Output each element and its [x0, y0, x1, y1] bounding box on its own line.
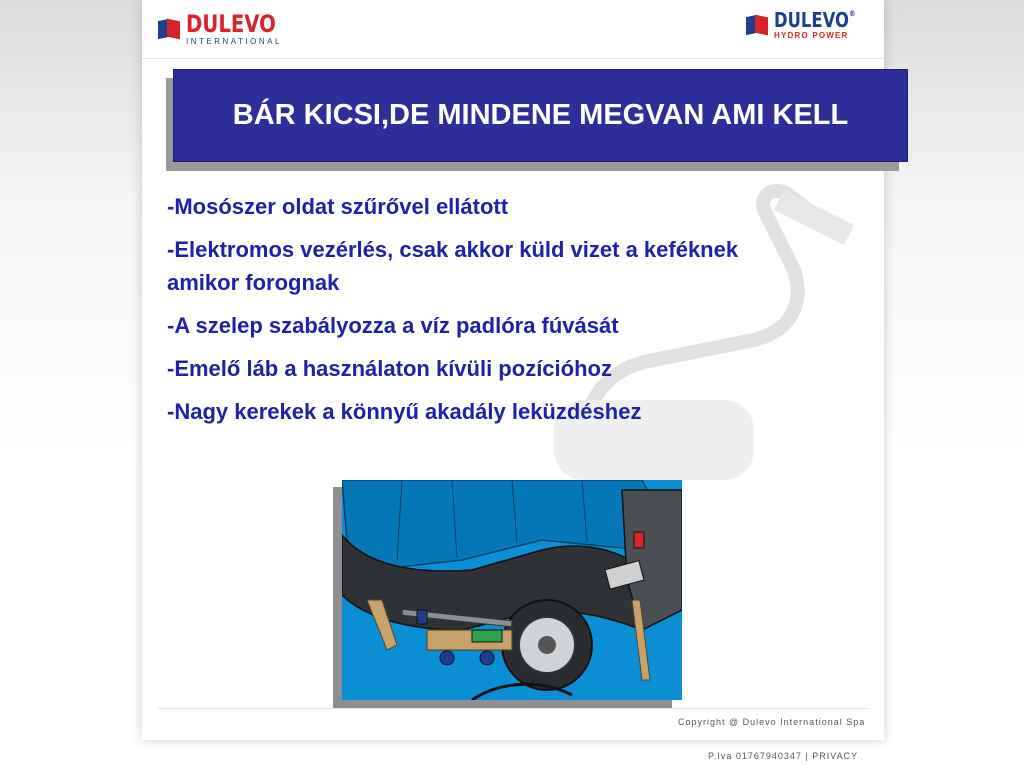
dulevo-hydro-power-logo[interactable] — [746, 10, 873, 40]
logo-right-sub: HYDRO POWER — [774, 31, 849, 40]
slide — [142, 0, 884, 740]
machine-illustration — [342, 480, 682, 700]
footer-divider — [158, 708, 868, 709]
bullet-item: -Elektromos vezérlés, csak akkor küld vizet a keféknek amikor forognak — [167, 237, 739, 295]
dulevo-flag-icon — [746, 14, 768, 36]
bullet-item: -Emelő láb a használaton kívüli pozícióhoz — [167, 356, 612, 381]
slide-title-box — [173, 69, 908, 162]
bullet-list — [167, 190, 807, 438]
copyright-text: Copyright @ Dulevo International Spa — [678, 717, 866, 727]
piva-privacy-link[interactable]: P.Iva 01767940347 | PRIVACY — [708, 751, 859, 761]
bullet-item: -A szelep szabályozza a víz padlóra fúvását — [167, 313, 619, 338]
slide-title: BÁR KICSI,DE MINDENE MEGVAN AMI KELL — [232, 99, 849, 131]
header — [142, 0, 884, 59]
logo-left-sub: INTERNATIONAL — [186, 37, 282, 46]
bullet-item: -Nagy kerekek a könnyű akadály leküzdéshez — [167, 399, 642, 424]
bullet-item: -Mosószer oldat szűrővel ellátott — [167, 194, 509, 219]
logo-right-name: DULEVO® — [774, 8, 856, 32]
dulevo-international-logo[interactable] — [158, 12, 296, 46]
machine-cutaway-image — [342, 480, 682, 700]
logo-left-name: DULEVO — [186, 10, 276, 38]
dulevo-flag-icon — [158, 18, 180, 40]
